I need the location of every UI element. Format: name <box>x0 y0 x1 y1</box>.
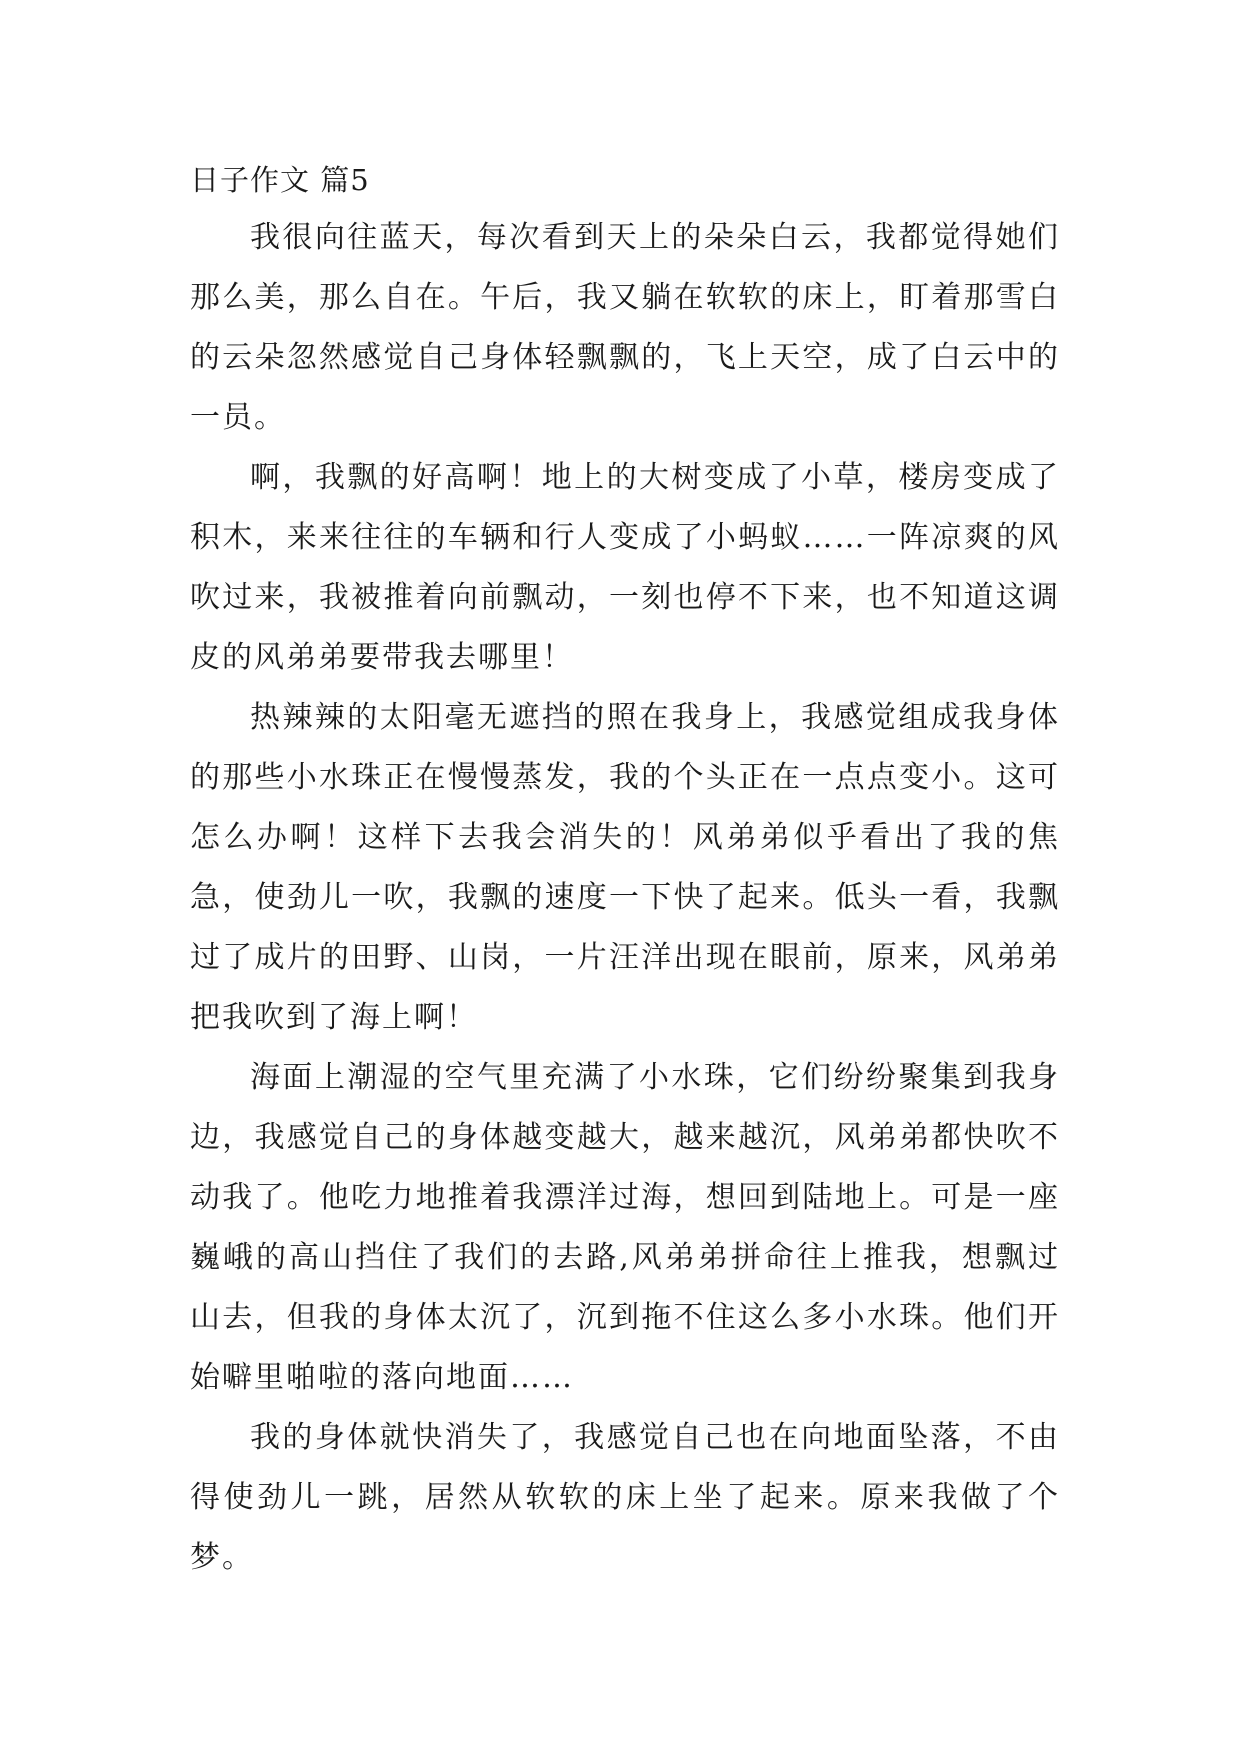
paragraph-2: 啊，我飘的好高啊！地上的大树变成了小草，楼房变成了积木，来来往往的车辆和行人变成了小蚂蚁……一阵凉爽的风吹过来，我被推着向前飘动，一刻也停不下来，也不知道这调皮的风弟弟要带我去哪里！ <box>190 460 1060 675</box>
paragraph-1: 我很向往蓝天，每次看到天上的朵朵白云，我都觉得她们那么美，那么自在。午后，我又躺在软软的床上，盯着那雪白的云朵忽然感觉自己身体轻飘飘的，飞上天空，成了白云中的一员。 <box>190 220 1060 435</box>
paragraph-4: 海面上潮湿的空气里充满了小水珠，它们纷纷聚集到我身边，我感觉自己的身体越变越大，越来越沉，风弟弟都快吹不动我了。他吃力地推着我漂洋过海，想回到陆地上。可是一座巍峨的高山挡住了我们的去路,风弟弟拼命往上推我，想飘过山去，但我的身体太沉了，沉到拖不住这么多小水珠。他们开始噼里啪啦的落向地面…… <box>190 1060 1060 1395</box>
document-title: 日子作文 篇5 <box>190 163 370 197</box>
paragraph-3: 热辣辣的太阳毫无遮挡的照在我身上，我感觉组成我身体的那些小水珠正在慢慢蒸发，我的个头正在一点点变小。这可怎么办啊！这样下去我会消失的！风弟弟似乎看出了我的焦急，使劲儿一吹，我飘的速度一下快了起来。低头一看，我飘过了成片的田野、山岗，一片汪洋出现在眼前，原来，风弟弟把我吹到了海上啊！ <box>190 700 1060 1035</box>
paragraph-5: 我的身体就快消失了，我感觉自己也在向地面坠落，不由得使劲儿一跳，居然从软软的床上坐了起来。原来我做了个梦。 <box>190 1420 1060 1575</box>
document-body <box>190 160 1060 1588</box>
